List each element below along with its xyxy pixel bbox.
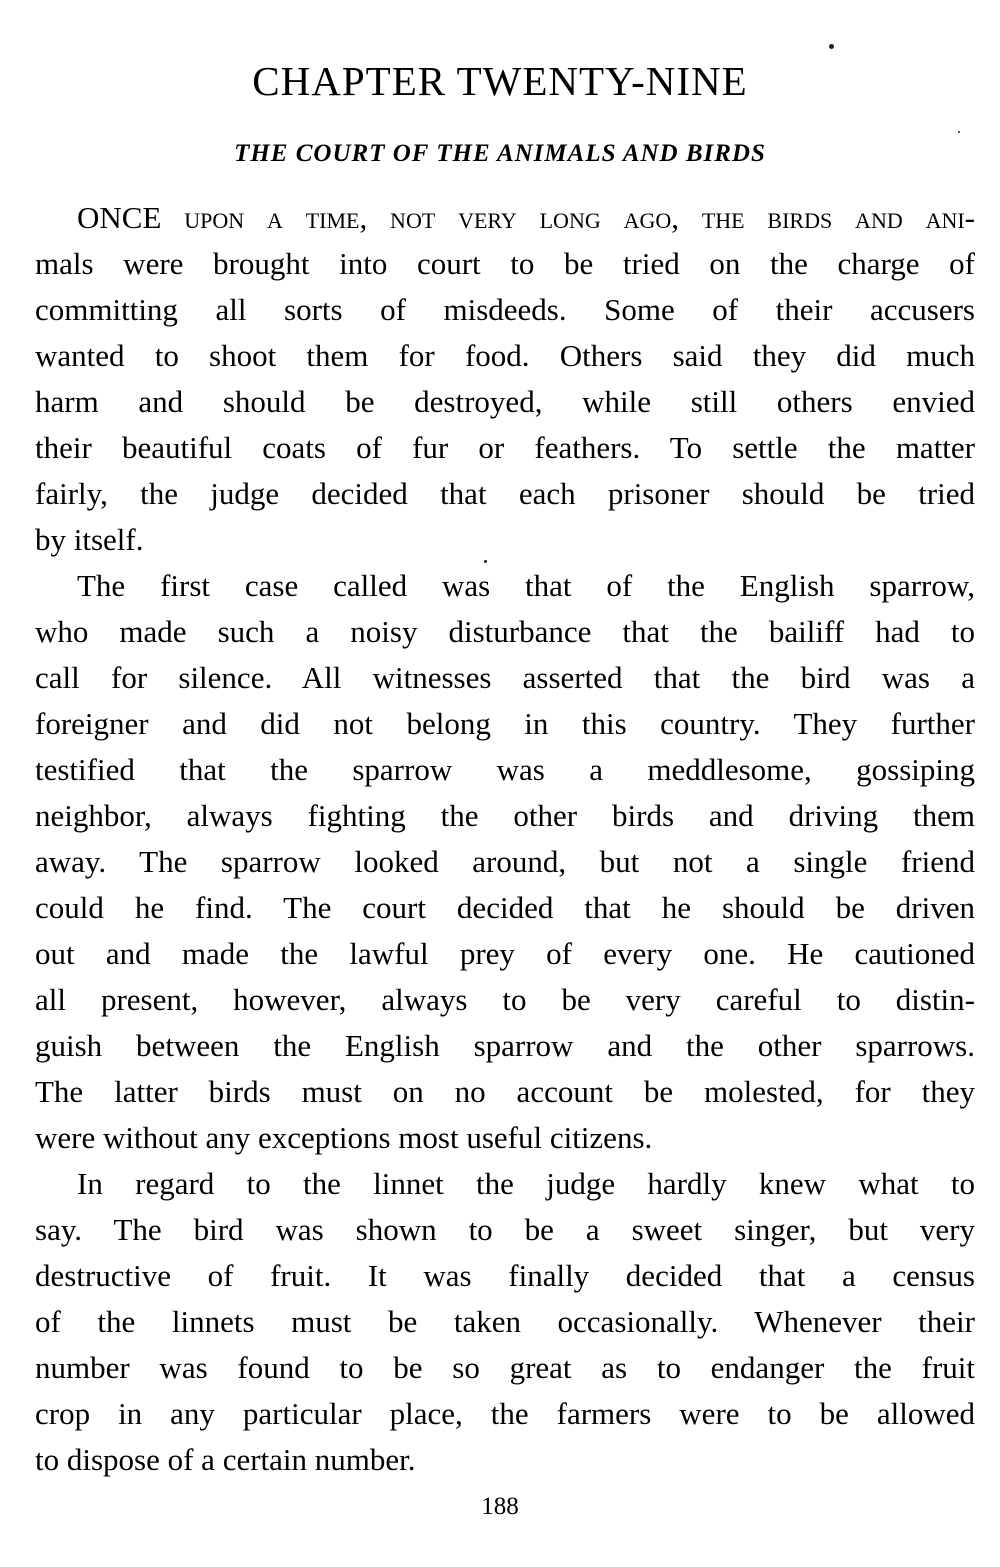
- chapter-title: CHAPTER TWENTY-NINE: [252, 58, 748, 104]
- text-line: by itself.: [35, 522, 144, 557]
- text-line: to dispose of a certain number.: [35, 1442, 416, 1477]
- text-line: crop in any particular place, the farmers were to be allowed: [35, 1396, 975, 1431]
- paragraph: [35, 563, 975, 1161]
- text-line: The latter birds must on no account be molested, for they: [35, 1074, 975, 1109]
- text-line: call for silence. All witnesses asserted that the bird was a: [35, 660, 975, 695]
- text-line: who made such a noisy disturbance that the bailiff had to: [35, 614, 975, 649]
- body-text: [35, 195, 975, 1483]
- text-line: could he find. The court decided that he should be driven: [35, 890, 975, 925]
- ink-speck: [829, 44, 834, 49]
- ink-speck: [958, 131, 960, 133]
- text-line: In regard to the linnet the judge hardly knew what to: [77, 1166, 975, 1201]
- text-line: of the linnets must be taken occasionally. Whenever their: [35, 1304, 975, 1339]
- text-line: foreigner and did not belong in this country. They further: [35, 706, 975, 741]
- text-line: out and made the lawful prey of every one. He cautioned: [35, 936, 975, 971]
- text-line: guish between the English sparrow and the other sparrows.: [35, 1028, 975, 1063]
- text-line: [35, 195, 975, 241]
- text-line: wanted to shoot them for food. Others said they did much: [35, 338, 975, 373]
- page-number: 188: [481, 1493, 519, 1520]
- text-line: The first case called was that of the English sparrow,: [77, 568, 975, 603]
- paragraph: [35, 195, 975, 563]
- text-line: all present, however, always to be very careful to distin-: [35, 982, 975, 1017]
- text-line: committing all sorts of misdeeds. Some of their accusers: [35, 292, 975, 327]
- text-line-content: ONCE upon a time, not very long ago, the birds and ani-: [77, 200, 975, 235]
- paragraph: [35, 1161, 975, 1483]
- text-line: mals were brought into court to be tried on the charge of: [35, 246, 975, 281]
- text-line: were without any exceptions most useful citizens.: [35, 1120, 653, 1155]
- text-line: destructive of fruit. It was finally decided that a census: [35, 1258, 975, 1293]
- text-line: away. The sparrow looked around, but not a single friend: [35, 844, 975, 879]
- text-line: fairly, the judge decided that each prisoner should be tried: [35, 476, 975, 511]
- text-line: number was found to be so great as to endanger the fruit: [35, 1350, 975, 1385]
- text-line: neighbor, always fighting the other birds and driving them: [35, 798, 975, 833]
- text-line: harm and should be destroyed, while still others envied: [35, 384, 975, 419]
- text-line: testified that the sparrow was a meddlesome, gossiping: [35, 752, 975, 787]
- chapter-subtitle: THE COURT OF THE ANIMALS AND BIRDS: [234, 140, 766, 167]
- text-line: say. The bird was shown to be a sweet singer, but very: [35, 1212, 975, 1247]
- text-line: their beautiful coats of fur or feathers. To settle the matter: [35, 430, 975, 465]
